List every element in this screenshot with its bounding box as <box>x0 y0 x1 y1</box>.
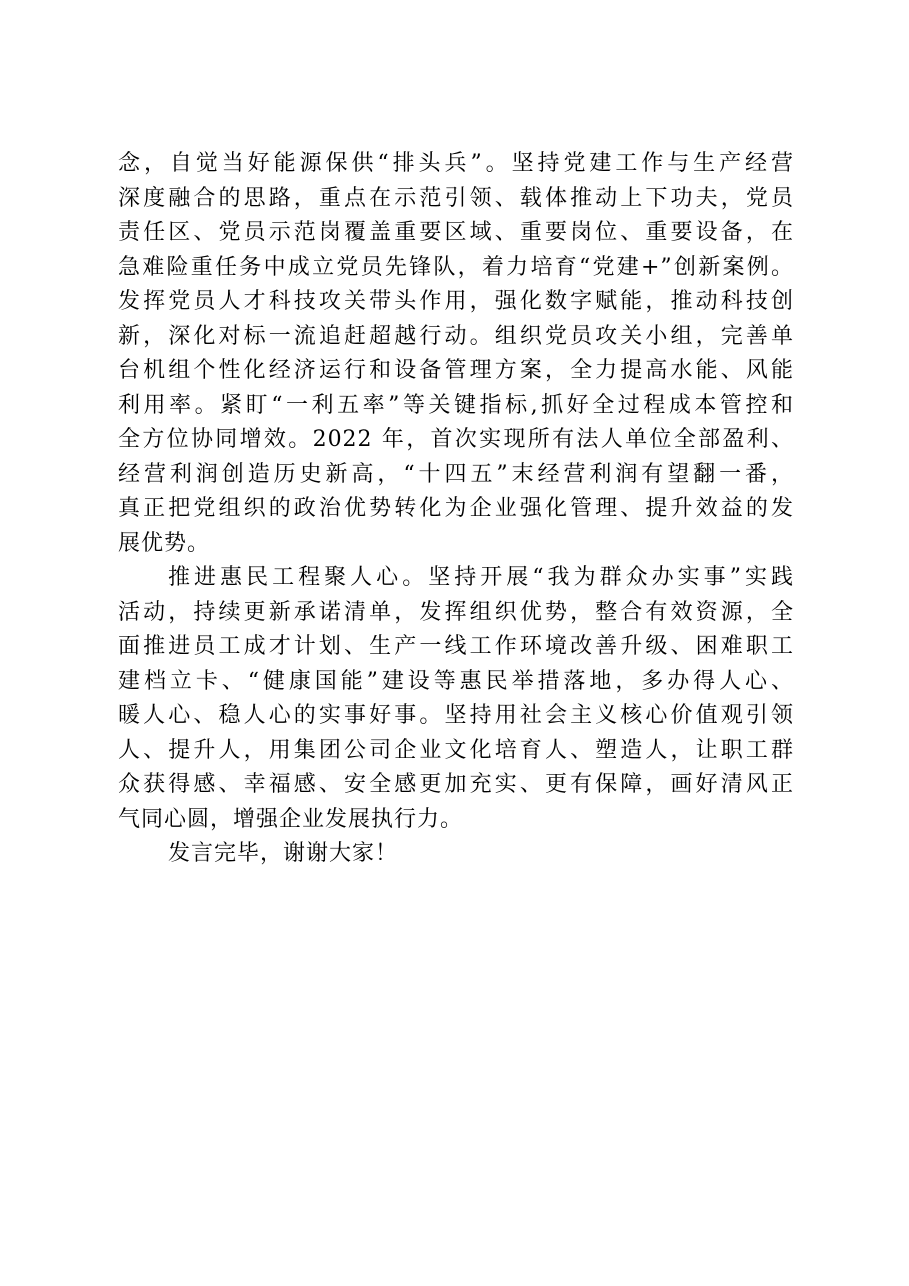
text-line: 气同心圆，增强企业发展执行力。 <box>118 806 464 832</box>
text-line: 推进惠民工程聚人心。坚持开展“我为群众办实事”实践 <box>168 565 794 590</box>
text-line: 责任区、党员示范岗覆盖重要区域、重要岗位、重要设备，在 <box>118 220 794 245</box>
paragraph-party-building <box>118 147 794 561</box>
paragraph-closing <box>118 837 794 872</box>
text-line: 建档立卡、“健康国能”建设等惠民举措落地，多办得人心、 <box>118 668 794 694</box>
text-line: 真正把党组织的政治优势转化为企业强化管理、提升效益的发 <box>118 496 794 521</box>
document-body <box>118 147 794 872</box>
text-line: 众获得感、幸福感、安全感更加充实、更有保障，画好清风正 <box>118 772 794 797</box>
text-line: 念，自觉当好能源保供“排头兵”。坚持党建工作与生产经营 <box>118 151 794 176</box>
text-line: 展优势。 <box>118 530 211 556</box>
text-line: 急难险重任务中成立党员先锋队，着力培育“党建+”创新案例。 <box>118 254 794 280</box>
text-line: 台机组个性化经济运行和设备管理方案，全力提高水能、风能 <box>118 358 794 383</box>
text-line: 利用率。紧盯“一利五率”等关键指标,抓好全过程成本管控和 <box>118 392 794 418</box>
text-line: 全方位协同增效。2022 年，首次实现所有法人单位全部盈利、 <box>118 427 794 452</box>
text-line: 面推进员工成才计划、生产一线工作环境改善升级、困难职工 <box>118 634 794 659</box>
text-line: 人、提升人，用集团公司企业文化培育人、塑造人，让职工群 <box>118 737 794 763</box>
paragraph-people-project <box>118 561 794 837</box>
text-line: 新，深化对标一流追赶超越行动。组织党员攻关小组，完善单 <box>118 323 794 349</box>
text-line: 经营利润创造历史新高，“十四五”末经营利润有望翻一番， <box>118 461 794 487</box>
text-line: 活动，持续更新承诺清单，发挥组织优势，整合有效资源，全 <box>118 599 794 625</box>
text-line: 暖人心、稳人心的实事好事。坚持用社会主义核心价值观引领 <box>118 703 794 728</box>
text-line: 深度融合的思路，重点在示范引领、载体推动上下功夫，党员 <box>118 185 794 211</box>
text-line: 发言完毕，谢谢大家！ <box>168 841 399 866</box>
text-line: 发挥党员人才科技攻关带头作用，强化数字赋能，推动科技创 <box>118 289 794 314</box>
